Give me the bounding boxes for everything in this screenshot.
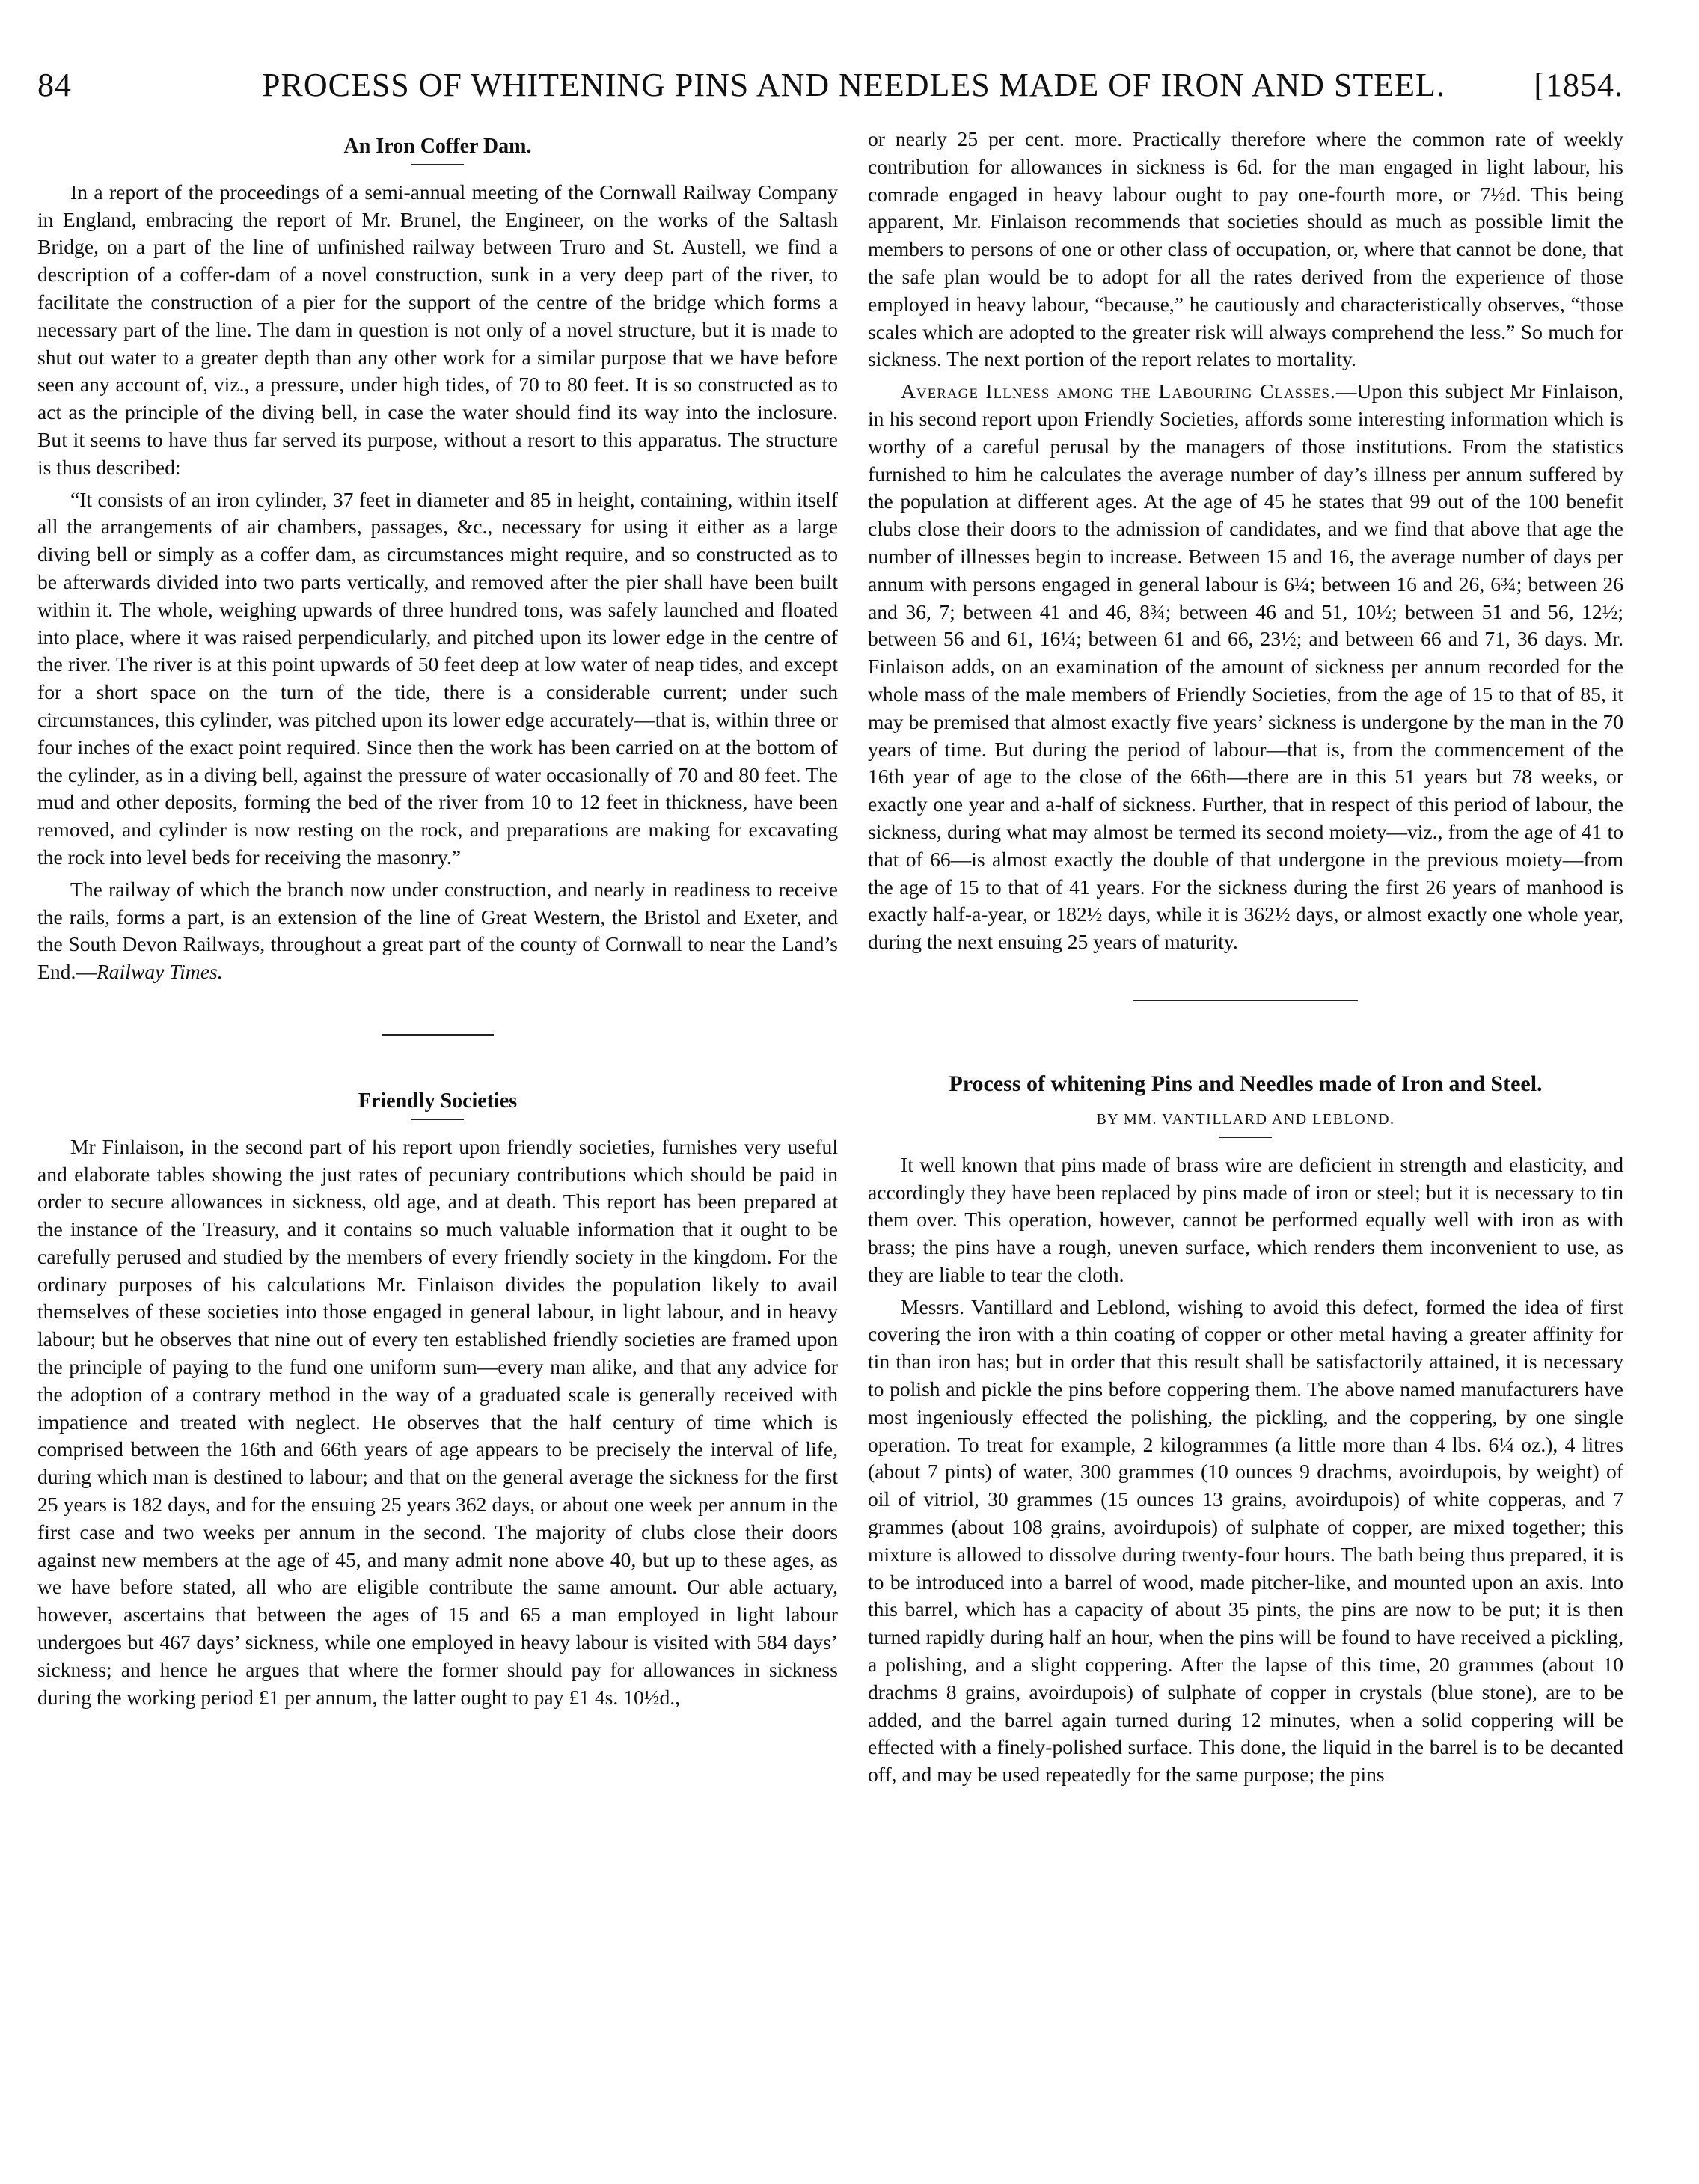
paragraph: Mr Finlaison, in the second part of his report upon friendly societies, furnishes very useful and elaborate tables showing the just rates of pecuniary contributions which should be paid in order to secure allowances in sickness, old age, and at death. This report has been prepared at the instance of the Treasury, and it contains so much valuable information that it ought to be carefully perused and studied by the members of every friendly society in the kingdom. For the ordinary purposes of his calculations Mr. Finlaison divides the population likely to avail themselves of these societies into those engaged in general labour, in light labour, and in heavy labour; but he observes that nine out of every ten established friendly societies are framed upon the principle of paying to the fund one uniform sum—every man alike, and that any advice for the adoption of a contrary method in the way of a graduated scale is generally received with impatience and treated with neglect. He observes that the half century of time which is comprised between the 16th and 66th years of age appears to be precisely the interval of life, during which man is destined to labour; and that on the general average the sickness for the first 25 years is 182 days, and for the ensuing 25 years 362 days, or about one week per annum in the first case and two weeks per annum in the second. The majority of clubs close their doors against new members at the age of 45, and many admit none above 40, but up to these ages, as we have before stated, all who are eligible contribute the same amount. Our able actuary, however, ascertains that between the ages of 15 and 65 a man employed in light labour undergoes but 467 days’ sickness, while one employed in heavy labour is visited with 584 days’ sickness; and hence he argues that where the former should pay for allowances in sickness during the working period £1 per annum, the latter ought to pay £1 4s. 10½d., xyxy=(37,1134,838,1709)
running-title: PROCESS OF WHITENING PINS AND NEEDLES MADE OF IRON AND STEEL. xyxy=(262,67,1445,103)
byline: BY MM. VANTILLARD AND LEBLOND. xyxy=(1096,1110,1395,1128)
page-number: 84 xyxy=(37,67,72,103)
article-heading: Process of whitening Pins and Needles made of Iron and Steel. xyxy=(949,1071,1543,1096)
section-lead: Average Illness among the Labouring Classes. xyxy=(901,379,1336,403)
paragraph xyxy=(868,378,1623,956)
paragraph-continued: or nearly 25 per cent. more. Practically therefore where the common rate of weekly contribution for allowances in sickness is 6d. for the man engaged in light labour, his comrade engaged in heavy labour ought to pay one-fourth more, or 7½d. This being apparent, Mr. Finlaison recommends that societies should as much as possible limit the members to persons of one or other class of occupation, or, where that cannot be done, that the safe plan would be to adopt for all the rates derived from the experience of those employed in heavy labour, “because,” he cautiously and characteristically observes, “those scales which are adopted to the greater risk will always comprehend the less.” So much for sickness. The next portion of the report relates to mortality. xyxy=(868,127,1623,371)
article-heading: Friendly Societies xyxy=(358,1089,518,1113)
right-column xyxy=(868,126,1623,1789)
running-year: [1854. xyxy=(1534,67,1623,103)
left-column xyxy=(37,126,838,1711)
quoted-paragraph: “It consists of an iron cylinder, 37 feet in diameter and 85 in height, containing, within itself all the arrangements of air chambers, passages, &c., necessary for using it either as a large diving bell or simply as a coffer dam, as circumstances might require, and so constructed as to be afterwards divided into two parts vertically, and removed after the pier shall have been built within it. The whole, weighing upwards of three hundred tons, was safely launched and floated into place, where it was raised perpendicularly, and pitched upon its lower edge in the centre of the river. The river is at this point upwards of 50 feet deep at low water of neap tides, and except for a short space on the turn of the tide, there is a considerable current; under such circumstances, this cylinder, was pitched upon its lower edge accurately—that is, within three or four inches of the exact point required. Since then the work has been carried on at the bottom of the cylinder, as in a diving bell, against the pressure of water occasionally of 70 and 80 feet. The mud and other deposits, forming the bed of the river from 10 to 12 feet in thickness, have been removed, and cylinder is now resting on the rock, and preparations are making for excavating the rock into level beds for receiving the masonry.” xyxy=(37,487,838,869)
paragraph: In a report of the proceedings of a semi-annual meeting of the Cornwall Railway Company in England, embracing the report of Mr. Brunel, the Engineer, on the works of the Saltash Bridge, on a part of the line of unfinished railway between Truro and St. Austell, we find a description of a coffer-dam of a novel construction, sunk in a very deep part of the river, to facilitate the construction of a pier for the support of the centre of the bridge which forms a necessary part of the line. The dam in question is not only of a novel structure, but it is made to shut out water to a greater depth than any other work for a similar purpose that we have before seen any account of, viz., a pressure, under high tides, of 70 to 80 feet. It is so constructed as to act as the principle of the diving bell, in case the water should find its way into the inclosure. But it seems to have thus far served its purpose, without a resort to this apparatus. The structure is thus described: xyxy=(37,180,838,479)
source-citation: Railway Times. xyxy=(96,960,223,984)
article-friendly-societies xyxy=(37,1088,838,1712)
article-pins-needles xyxy=(868,1068,1623,1789)
paragraph-text: —Upon this subject Mr Finlaison, in his second report upon Friendly Societies, affords some interesting information which is worthy of a careful perusal by the managers of those institutions. From the statistics furnished to him he calculates the average number of day’s illness per annum suffered by the population at different ages. At the age of 45 he states that 99 out of the 100 benefit clubs close their doors to the admission of candidates, and we find that above that age the number of illnesses begin to increase. Between 15 and 16, the average number of days per annum with persons engaged in general labour is 6¼; between 16 and 26, 6¾; between 26 and 36, 7; between 41 and 46, 8¾; between 46 and 51, 10½; between 51 and 56, 12½; between 56 and 61, 16¼; between 61 and 66, 23½; and between 66 and 71, 36 days. Mr. Finlaison adds, on an examination of the amount of sickness per annum recorded for the whole mass of the male members of Friendly Societies, from the age of 15 to that of 85, it may be premised that almost exactly five years’ sickness is undergone by the man in the 70 years of time. But during the period of labour—that is, from the commencement of the 16th year of age to the close of the 66th—there are in this 51 years but 78 weeks, or exactly one year and a-half of sickness. Further, that in respect of this period of labour, the sickness, during what may almost be termed its second moiety—viz., from the age of 41 to that of 66—is almost exactly the double of that undergone in the previous moiety—from the age of 15 to that of 41 years. For the sickness during the first 26 years of manhood is exactly half-a-year, or 182½ days, while it is 362½ days, or almost exactly one whole year, during the next ensuing 25 years of maturity. xyxy=(868,379,1623,954)
running-header xyxy=(37,66,1623,111)
paragraph: It well known that pins made of brass wire are deficient in strength and elasticity, and accordingly they have been replaced by pins made of iron or steel; but it is necessary to tin them over. This operation, however, cannot be performed equally well with iron as with brass; the pins have a rough, uneven surface, which renders them inconvenient to use, as they are liable to tear the cloth. xyxy=(868,1152,1623,1286)
heading-rule xyxy=(411,164,464,165)
paragraph xyxy=(37,876,838,986)
heading-rule xyxy=(411,1119,464,1120)
section-divider xyxy=(1133,1000,1358,1001)
section-divider xyxy=(382,1034,494,1036)
paragraph: Messrs. Vantillard and Leblond, wishing to avoid this defect, formed the idea of first covering the iron with a thin coating of copper or other metal having a greater affinity for tin than iron has; but in order that this result shall be satisfactorily attained, it is necessary to polish and pickle the pins before coppering them. The above named manufacturers have most ingeniously effected the polishing, the pickling, and the coppering, by one single operation. To treat for example, 2 kilogrammes (a little more than 4 lbs. 6¼ oz.), 4 litres (about 7 pints) of water, 300 grammes (10 ounces 9 drachms, avoirdupois, by weight) of oil of vitriol, 30 grammes (15 ounces 13 grains, avoirdupois) of white copperas, and 7 grammes (about 108 grains, avoirdupois) of sulphate of copper, are mixed together; this mixture is allowed to dissolve during twenty-four hours. The bath being thus prepared, it is to be introduced into a barrel of wood, made pitcher-like, and mounted upon an axis. Into this barrel, which has a capacity of about 35 pints, the pins are now to be put; it is then turned rapidly during half an hour, when the pins will be found to have received a pickling, a polishing, and a slight coppering. After the lapse of this time, 20 grammes (about 10 drachms 8 grains, avoirdupois) of sulphate of copper in crystals (blue stone), are to be added, and the barrel again turned during 12 minutes, when a solid coppering will be effected with a finely-polished surface. This done, the liquid in the barrel is to be decanted off, and may be used repeatedly for the same purpose; the pins xyxy=(868,1294,1623,1787)
heading-rule xyxy=(1219,1137,1272,1138)
paragraph-text: The railway of which the branch now under construction, and nearly in readiness to receive the rails, forms a part, is an extension of the line of Great Western, the Bristol and Exeter, and the South Devon Railways, throughout a great part of the county of Cornwall to near the Land’s End.— xyxy=(37,877,838,984)
article-heading: An Iron Coffer Dam. xyxy=(343,135,532,158)
article-coffer-dam xyxy=(37,133,838,986)
